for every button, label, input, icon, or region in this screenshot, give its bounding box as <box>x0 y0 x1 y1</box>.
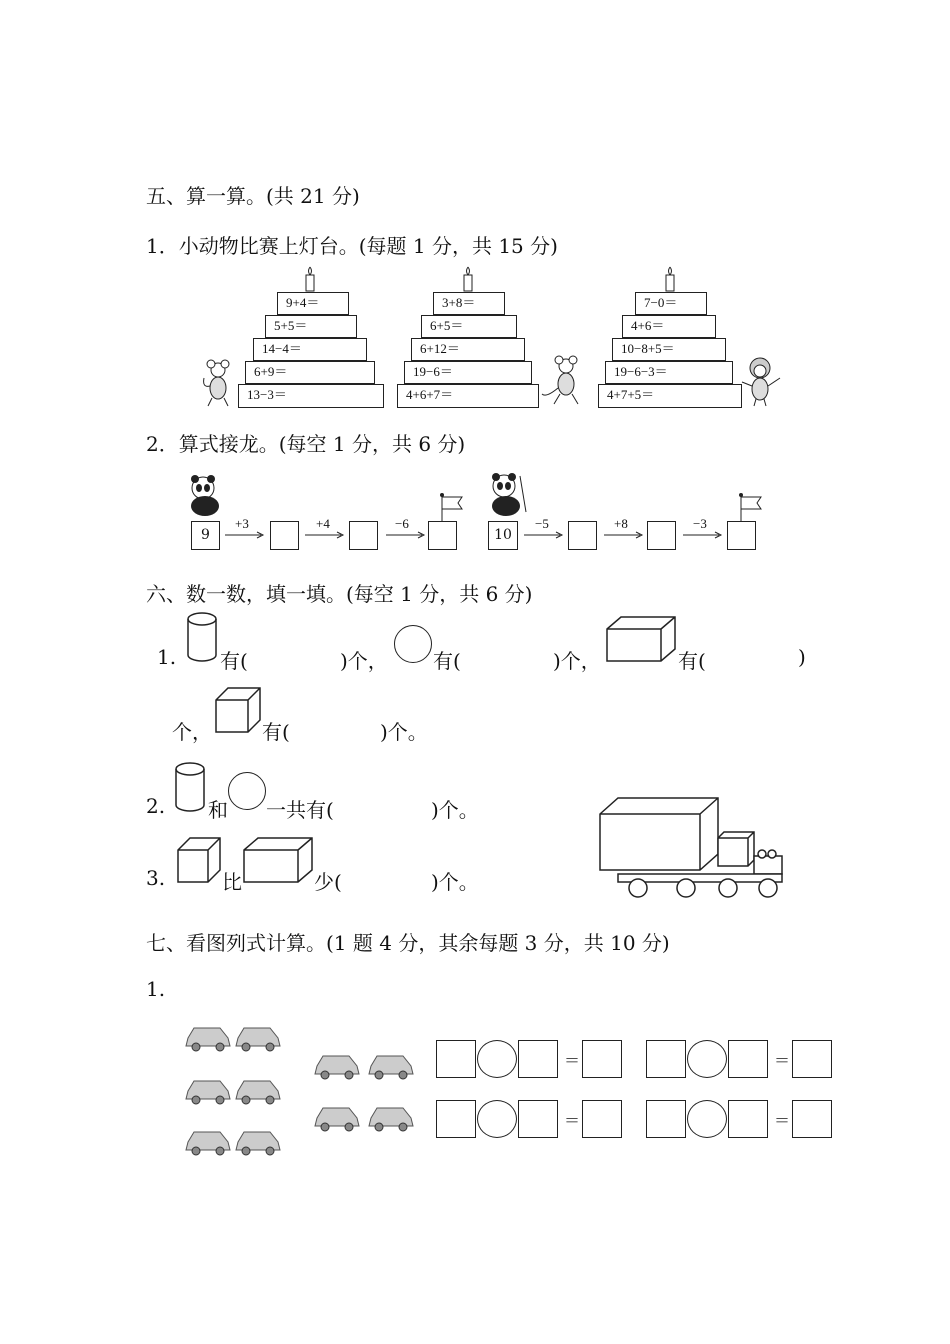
eq-equals: ＝ <box>774 1111 791 1130</box>
car-icon <box>313 1100 361 1132</box>
flag-icon <box>438 493 468 523</box>
eq-blank[interactable] <box>728 1100 768 1138</box>
eq-equals: ＝ <box>774 1051 791 1070</box>
chain1-op-3: −6 <box>395 516 409 531</box>
cuboid-icon <box>605 615 677 665</box>
arrow-icon <box>386 530 426 540</box>
flag-icon <box>737 493 767 523</box>
s6-q1-has4: 有( <box>262 720 290 744</box>
tower-3-tier-5: 4+7+5＝ <box>598 384 742 408</box>
eq-blank[interactable] <box>518 1100 558 1138</box>
eq-blank[interactable] <box>646 1040 686 1078</box>
eq-blank[interactable] <box>646 1100 686 1138</box>
tower-1-tier-4: 6+9＝ <box>245 361 375 384</box>
section6-title: 六、数一数，填一填。(每空 1 分，共 6 分) <box>146 582 533 606</box>
sphere-icon <box>228 772 266 810</box>
cylinder-icon <box>174 761 208 817</box>
chain1-blank-1[interactable] <box>270 521 299 550</box>
tower-1-tier-3: 14−4＝ <box>253 338 367 361</box>
monkey-icon <box>740 354 786 408</box>
eq-operator-blank[interactable] <box>477 1040 517 1078</box>
section7-title: 七、看图列式计算。(1 题 4 分，其余每题 3 分，共 10 分) <box>146 931 670 955</box>
tower-2-tier-3: 6+12＝ <box>411 338 525 361</box>
eq-operator-blank[interactable] <box>687 1040 727 1078</box>
mouse-icon <box>540 354 586 406</box>
chain2-blank-1[interactable] <box>568 521 597 550</box>
s6-q3-num: 3. <box>146 866 166 890</box>
s6-q3-less: 少( <box>314 870 342 894</box>
cylinder-icon <box>186 611 220 667</box>
tower-2-tier-4: 19−6＝ <box>404 361 532 384</box>
car-icon <box>234 1124 282 1156</box>
s7-q1-num: 1. <box>146 977 166 1001</box>
s6-q1-has3: 有( <box>678 649 706 673</box>
section5-q1-title: 1．小动物比赛上灯台。(每题 1 分，共 15 分) <box>146 234 558 258</box>
chain2-op-2: +8 <box>614 516 628 531</box>
chain2-op-1: −5 <box>535 516 549 531</box>
arrow-icon <box>225 530 265 540</box>
tower-2-tier-2: 6+5＝ <box>421 315 517 338</box>
s6-q1-close2: )个， <box>553 649 601 673</box>
chain1-blank-3[interactable] <box>428 521 457 550</box>
car-icon <box>367 1100 415 1132</box>
s6-q1-has1: 有( <box>220 649 248 673</box>
eq-result-blank[interactable] <box>792 1040 832 1078</box>
arrow-icon <box>604 530 644 540</box>
s6-q1-line2-start: 个， <box>172 720 212 744</box>
truck-illustration <box>598 796 788 902</box>
tower-3-tier-2: 4+6＝ <box>622 315 716 338</box>
chain1-op-2: +4 <box>316 516 330 531</box>
tower-1-tier-5: 13−3＝ <box>238 384 384 408</box>
chain2-blank-3[interactable] <box>727 521 756 550</box>
car-icon <box>234 1073 282 1105</box>
cube-icon <box>176 836 224 886</box>
eq-blank[interactable] <box>436 1040 476 1078</box>
s6-q1-close3: ) <box>798 645 806 669</box>
tower-3-tier-4: 19−6−3＝ <box>605 361 733 384</box>
sphere-icon <box>394 625 432 663</box>
eq-blank[interactable] <box>518 1040 558 1078</box>
car-icon <box>234 1020 282 1052</box>
eq-result-blank[interactable] <box>582 1040 622 1078</box>
s6-q2-and: 和 <box>208 798 228 822</box>
candle-icon <box>302 265 322 295</box>
cube-icon <box>214 686 262 736</box>
arrow-icon <box>524 530 564 540</box>
arrow-icon <box>683 530 723 540</box>
tower-2-tier-5: 4+6+7＝ <box>397 384 539 408</box>
eq-equals: ＝ <box>564 1051 581 1070</box>
eq-result-blank[interactable] <box>792 1100 832 1138</box>
tower-2-tier-1: 3+8＝ <box>433 292 505 315</box>
eq-blank[interactable] <box>436 1100 476 1138</box>
eq-operator-blank[interactable] <box>477 1100 517 1138</box>
s6-q2-close: )个。 <box>431 798 479 822</box>
s6-q3-close: )个。 <box>431 870 479 894</box>
eq-result-blank[interactable] <box>582 1100 622 1138</box>
section5-q2-title: 2．算式接龙。(每空 1 分，共 6 分) <box>146 432 466 456</box>
s6-q1-has2: 有( <box>433 649 461 673</box>
chain1-start: 9 <box>191 521 220 550</box>
s6-q3-than: 比 <box>222 870 242 894</box>
section5-title: 五、算一算。(共 21 分) <box>146 184 360 208</box>
panda-icon <box>482 472 530 518</box>
car-icon <box>367 1048 415 1080</box>
arrow-icon <box>305 530 345 540</box>
car-icon <box>184 1020 232 1052</box>
cuboid-icon <box>242 836 314 886</box>
tower-3-tier-1: 7−0＝ <box>635 292 707 315</box>
candle-icon <box>460 265 480 295</box>
s6-q1-close4: )个。 <box>380 720 428 744</box>
eq-equals: ＝ <box>564 1111 581 1130</box>
eq-operator-blank[interactable] <box>687 1100 727 1138</box>
car-icon <box>184 1073 232 1105</box>
car-icon <box>313 1048 361 1080</box>
tower-1-tier-1: 9+4＝ <box>277 292 349 315</box>
s6-q2-total: 一共有( <box>266 798 334 822</box>
eq-blank[interactable] <box>728 1040 768 1078</box>
candle-icon <box>662 265 682 295</box>
s6-q1-close1: )个， <box>340 649 388 673</box>
car-icon <box>184 1124 232 1156</box>
chain1-blank-2[interactable] <box>349 521 378 550</box>
mouse-icon <box>198 358 238 408</box>
s6-q2-num: 2. <box>146 794 166 818</box>
chain2-blank-2[interactable] <box>647 521 676 550</box>
tower-3-tier-3: 10−8+5＝ <box>612 338 726 361</box>
chain2-op-3: −3 <box>693 516 707 531</box>
s6-q1-num: 1. <box>157 645 177 669</box>
chain1-op-1: +3 <box>235 516 249 531</box>
chain2-start: 10 <box>488 521 518 550</box>
tower-1-tier-2: 5+5＝ <box>265 315 357 338</box>
panda-icon <box>183 474 227 518</box>
